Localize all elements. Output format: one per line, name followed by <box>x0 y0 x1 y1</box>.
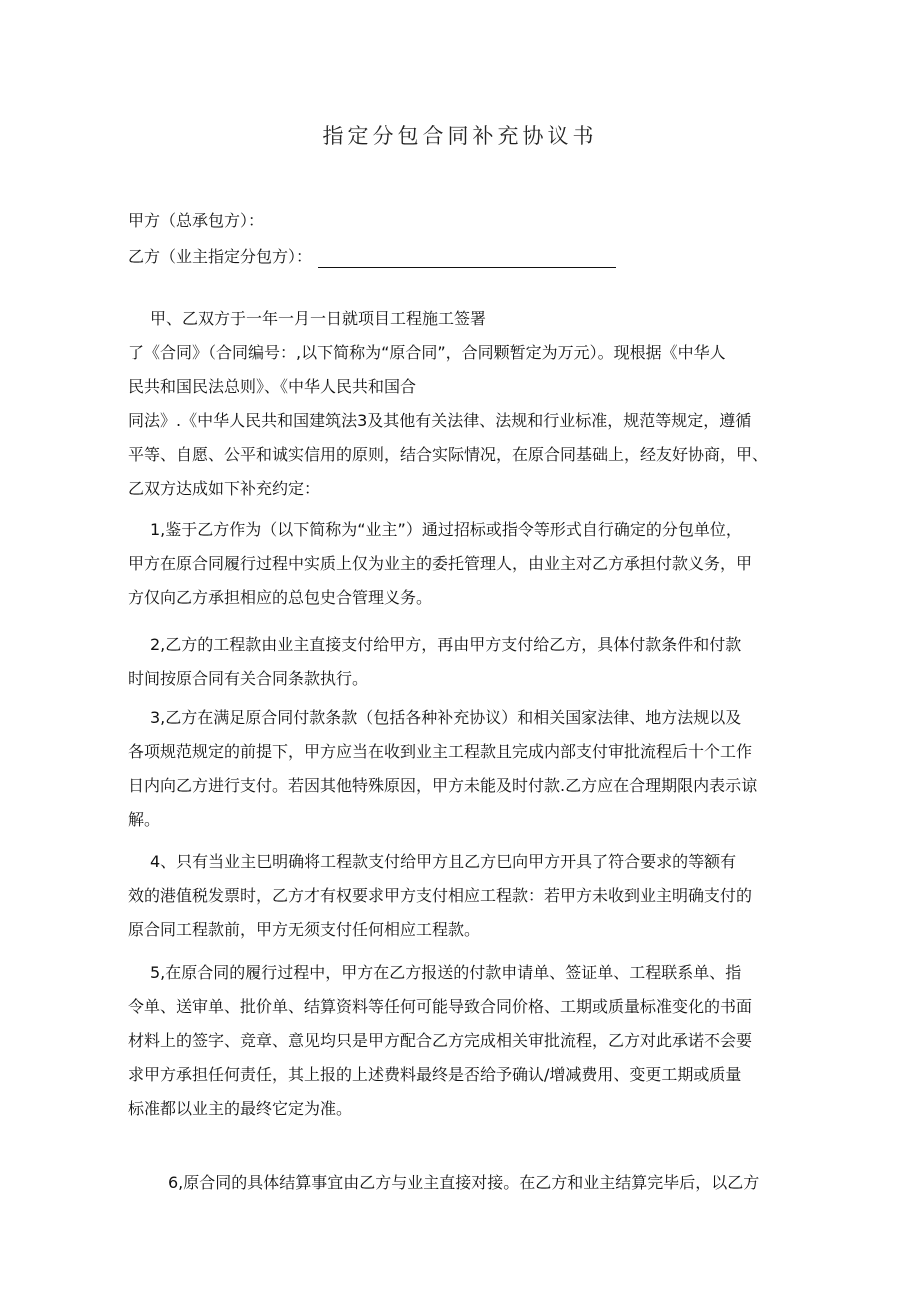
clause-2 <box>128 628 788 696</box>
document-title: 指定分包合同补充协议书 <box>322 124 598 148</box>
text-line: 原合同工程款前，甲方无须支付任何相应工程款。 <box>128 920 481 939</box>
text-line: 各项规范规定的前提下，甲方应当在收到业主工程款且完成内部支付审批流程后十个工作 <box>128 742 753 761</box>
text-line: 民共和国民法总则》、《中华人民共和国合 <box>128 377 417 396</box>
text-line: 同法》.《中华人民共和国建筑法3及其他有关法律、法规和行业标准，规范等规定，遵循 <box>128 411 752 430</box>
party-b-line <box>128 246 616 268</box>
text-line: 2,乙方的工程款由业主直接支付给甲方，再由甲方支付给乙方，具体付款条件和付款 <box>150 635 742 654</box>
text-line: 5,在原合同的履行过程中，甲方在乙方报送的付款申请单、签证单、工程联系单、指 <box>150 963 742 982</box>
party-a-line <box>128 210 264 232</box>
party-b-label: 乙方（业主指定分包方）： <box>128 247 313 266</box>
text-line: 时间按原合同有关合同条款执行。 <box>128 669 369 688</box>
party-a-label: 甲方（总承包方）： <box>128 211 265 230</box>
clause-1 <box>128 513 788 615</box>
clause-6 <box>128 1166 788 1200</box>
intro-paragraph <box>128 302 788 506</box>
text-line: 日内向乙方进行支付。若因其他特殊原因，甲方未能及时付款.乙方应在合理期限内表示谅 <box>128 776 758 795</box>
text-line: 6,原合同的具体结算事宜由乙方与业主直接对接。在乙方和业主结算完毕后，以乙方 <box>168 1173 760 1192</box>
text-line: 材料上的签字、竞章、意见均只是甲方配合乙方完成相关审批流程，乙方对此承诺不会要 <box>128 1031 753 1050</box>
text-line: 令单、送审单、批价单、结算资料等任何可能导致合同价格、工期或质量标准变化的书面 <box>128 997 753 1016</box>
text-line: 1,鉴于乙方作为（以下简称为“业主”）通过招标或指令等形式自行确定的分包单位， <box>150 520 742 539</box>
text-line: 解。 <box>128 810 161 829</box>
text-line: 甲、乙双方于一年一月一日就项目工程施工签署 <box>150 309 487 328</box>
text-line: 了《合同》（合同编号：,以下简称为“原合同”，合同颗暂定为万元）。现根据《中华人 <box>128 343 726 362</box>
clause-3 <box>128 701 788 837</box>
text-line: 乙双方达成如下补充约定： <box>128 479 321 498</box>
clause-5 <box>128 956 788 1126</box>
clause-4 <box>128 845 788 947</box>
text-line: 方仅向乙方承担相应的总包史合管理义务。 <box>128 588 433 607</box>
text-line: 平等、自愿、公平和诚实信用的原则，结合实际情况，在原合同基础上，经友好协商，甲、 <box>128 445 769 464</box>
text-line: 求甲方承担任何责任，其上报的上述费料最终是否给予确认/增减费用、变更工期或质量 <box>128 1065 742 1084</box>
text-line: 甲方在原合同履行过程中实质上仅为业主的委托管理人，由业主对乙方承担付款义务，甲 <box>128 554 753 573</box>
text-line: 3,乙方在满足原合同付款条款（包括各种补充协议）和相关国家法律、地方法规以及 <box>150 708 742 727</box>
party-b-blank-line <box>318 251 616 268</box>
text-line: 效的港值税发票时，乙方才有权要求甲方支付相应工程款：若甲方未收到业主明确支付的 <box>128 886 753 905</box>
text-line: 4、只有当业主巳明确将工程款支付给甲方且乙方巳向甲方开具了符合要求的等额有 <box>150 852 737 871</box>
text-line: 标准都以业主的最终它定为准。 <box>128 1099 353 1118</box>
